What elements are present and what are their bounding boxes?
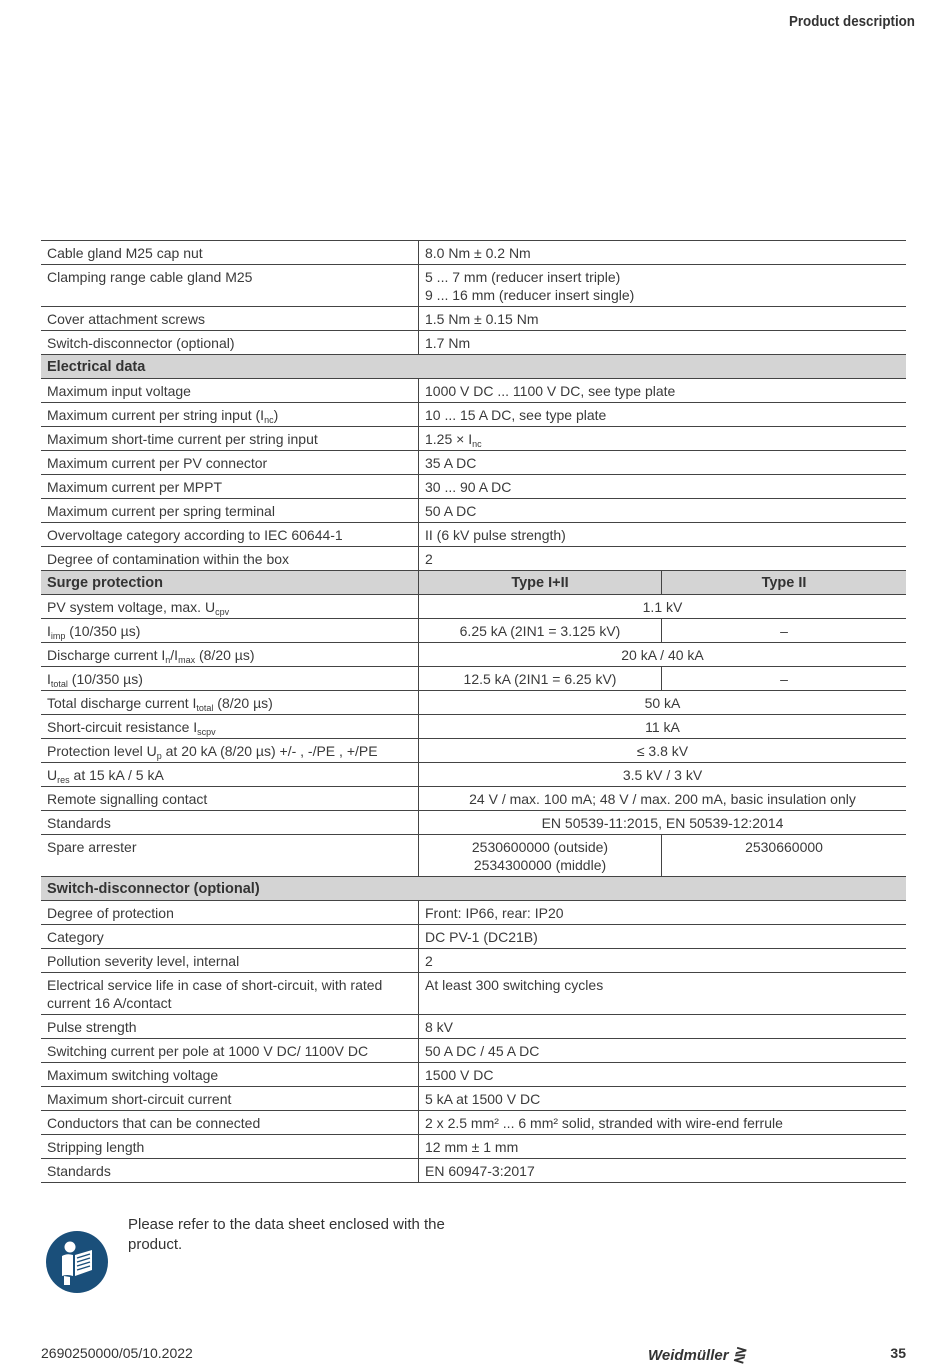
table-row (41, 451, 906, 475)
page-header-title: Product description (788, 14, 915, 30)
row-label: Pulse strength (41, 1015, 419, 1039)
label-subscript: scpv (197, 727, 216, 737)
label-text: Discharge current I (47, 647, 166, 663)
table-row (41, 787, 906, 811)
row-label: Standards (41, 1159, 419, 1183)
read-manual-icon (45, 1230, 109, 1294)
row-value: 2 (419, 949, 907, 973)
row-label (41, 643, 419, 667)
section-heading: Surge protection (41, 571, 419, 595)
row-value-type-2: – (662, 619, 907, 643)
label-text: (10/350 µs) (67, 671, 143, 687)
row-value: 50 A DC (419, 499, 907, 523)
table-row (41, 1039, 906, 1063)
value-subscript: nc (472, 439, 482, 449)
row-value-type-2: – (662, 667, 907, 691)
row-label: Remote signalling contact (41, 787, 419, 811)
row-value: Front: IP66, rear: IP20 (419, 901, 907, 925)
label-text: (8/20 µs) (213, 695, 273, 711)
table-row (41, 547, 906, 571)
table-row (41, 739, 906, 763)
table-row (41, 403, 906, 427)
row-value: 8.0 Nm ± 0.2 Nm (419, 241, 907, 265)
label-text: Total discharge current I (47, 695, 197, 711)
section-heading: Switch-disconnector (optional) (41, 877, 906, 901)
table-row (41, 811, 906, 835)
brand-mark-icon: ⋛ (732, 1347, 746, 1364)
row-value: 2 x 2.5 mm² ... 6 mm² solid, stranded with wire-end ferrule (419, 1111, 907, 1135)
label-subscript: total (50, 679, 68, 689)
brand-name: Weidmüller (648, 1347, 729, 1364)
row-label (41, 763, 419, 787)
document-id: 2690250000/05/10.2022 (41, 1345, 193, 1361)
row-value: 1500 V DC (419, 1063, 907, 1087)
table-row (41, 523, 906, 547)
label-text: (8/20 µs) (195, 647, 255, 663)
table-row (41, 1087, 906, 1111)
row-label: Maximum input voltage (41, 379, 419, 403)
section-heading-row (41, 571, 906, 595)
row-label (41, 715, 419, 739)
table-row (41, 1015, 906, 1039)
label-text: at 15 kA / 5 kA (69, 767, 164, 783)
table-row (41, 667, 906, 691)
table-row (41, 1063, 906, 1087)
row-label: Category (41, 925, 419, 949)
row-label (41, 667, 419, 691)
label-text: Protection level U (47, 743, 157, 759)
row-value: 2 (419, 547, 907, 571)
label-subscript: p (156, 751, 162, 761)
page-number: 35 (890, 1345, 906, 1361)
row-value: 35 A DC (419, 451, 907, 475)
row-label: Switch-disconnector (optional) (41, 331, 419, 355)
row-value-type-2: 2530660000 (662, 835, 907, 877)
row-value: 20 kA / 40 kA (419, 643, 907, 667)
row-label: Conductors that can be connected (41, 1111, 419, 1135)
row-value: EN 60947-3:2017 (419, 1159, 907, 1183)
row-label: Clamping range cable gland M25 (41, 265, 419, 307)
row-value: 50 kA (419, 691, 907, 715)
table-row (41, 643, 906, 667)
value-line: 9 ... 16 mm (reducer insert single) (425, 287, 635, 303)
value-line: 2530600000 (outside) (471, 839, 609, 855)
label-text: I (47, 623, 51, 639)
label-text: (10/350 µs) (65, 623, 141, 639)
row-label: Maximum current per MPPT (41, 475, 419, 499)
row-value: 24 V / max. 100 mA; 48 V / max. 200 mA, basic insulation only (419, 787, 907, 811)
row-label: Overvoltage category according to IEC 60644-1 (41, 523, 419, 547)
row-label: Maximum switching voltage (41, 1063, 419, 1087)
section-heading-row (41, 355, 906, 379)
spec-table (41, 240, 906, 1183)
column-header-type-1-2: Type I+II (419, 571, 662, 595)
table-row (41, 331, 906, 355)
row-label: Degree of contamination within the box (41, 547, 419, 571)
row-label: Switching current per pole at 1000 V DC/ 1100V DC (41, 1039, 419, 1063)
row-label (41, 595, 419, 619)
label-text: /I (170, 647, 179, 663)
label-subscript: imp (50, 631, 66, 641)
value-text: 1.25 × I (425, 431, 473, 447)
row-label: Maximum current per PV connector (41, 451, 419, 475)
row-value (419, 427, 907, 451)
label-subscript: total (196, 703, 214, 713)
label-subscript: n (165, 655, 171, 665)
row-label: Electrical service life in case of short-circuit, with rated current 16 A/contact (41, 973, 419, 1015)
row-value: 10 ... 15 A DC, see type plate (419, 403, 907, 427)
label-text: PV system voltage, max. U (47, 599, 216, 615)
label-text: I (47, 671, 51, 687)
row-value: 1.1 kV (419, 595, 907, 619)
table-row (41, 241, 906, 265)
table-row (41, 763, 906, 787)
label-subscript: nc (264, 415, 274, 425)
table-row (41, 901, 906, 925)
label-text: ) (273, 407, 279, 423)
table-row (41, 1159, 906, 1183)
brand-logo (648, 1346, 745, 1364)
row-label: Spare arrester (41, 835, 419, 877)
table-row (41, 619, 906, 643)
row-value: 12 mm ± 1 mm (419, 1135, 907, 1159)
table-row (41, 1135, 906, 1159)
row-value-type-1-2: 12.5 kA (2IN1 = 6.25 kV) (419, 667, 662, 691)
table-row (41, 379, 906, 403)
table-row (41, 949, 906, 973)
row-value: ≤ 3.8 kV (419, 739, 907, 763)
row-value-type-1-2 (419, 835, 662, 877)
row-value: 8 kV (419, 1015, 907, 1039)
row-value: 3.5 kV / 3 kV (419, 763, 907, 787)
label-subscript: cpv (215, 607, 230, 617)
value-line: 5 ... 7 mm (reducer insert triple) (425, 269, 621, 285)
row-value: 1000 V DC ... 1100 V DC, see type plate (419, 379, 907, 403)
column-header-type-2: Type II (662, 571, 907, 595)
row-value: II (6 kV pulse strength) (419, 523, 907, 547)
row-label: Maximum current per spring terminal (41, 499, 419, 523)
row-value: 30 ... 90 A DC (419, 475, 907, 499)
table-row (41, 835, 906, 877)
table-row (41, 973, 906, 1015)
table-row (41, 307, 906, 331)
label-text: Short-circuit resistance I (47, 719, 198, 735)
table-row (41, 691, 906, 715)
row-label: Degree of protection (41, 901, 419, 925)
row-value (419, 265, 907, 307)
value-line: 2534300000 (middle) (473, 857, 607, 873)
row-label: Standards (41, 811, 419, 835)
table-row (41, 715, 906, 739)
label-text: U (47, 767, 58, 783)
row-label (41, 739, 419, 763)
row-value: 50 A DC / 45 A DC (419, 1039, 907, 1063)
data-sheet-note: Please refer to the data sheet enclosed with the product. (128, 1216, 445, 1253)
label-subscript: res (57, 775, 70, 785)
row-label (41, 691, 419, 715)
label-subscript: max (178, 655, 196, 665)
row-label (41, 619, 419, 643)
section-heading: Electrical data (41, 355, 906, 379)
row-value-type-1-2: 6.25 kA (2IN1 = 3.125 kV) (419, 619, 662, 643)
section-heading-row (41, 877, 906, 901)
table-row (41, 1111, 906, 1135)
table-row (41, 499, 906, 523)
row-value: 11 kA (419, 715, 907, 739)
row-value: 5 kA at 1500 V DC (419, 1087, 907, 1111)
row-value: DC PV-1 (DC21B) (419, 925, 907, 949)
table-row (41, 265, 906, 307)
row-value: 1.7 Nm (419, 331, 907, 355)
table-row (41, 925, 906, 949)
label-text: at 20 kA (8/20 µs) +/- , -/PE , +/PE (161, 743, 378, 759)
row-value: EN 50539-11:2015, EN 50539-12:2014 (419, 811, 907, 835)
row-label: Cable gland M25 cap nut (41, 241, 419, 265)
row-label: Cover attachment screws (41, 307, 419, 331)
row-value: At least 300 switching cycles (419, 973, 907, 1015)
row-label (41, 403, 419, 427)
table-row (41, 595, 906, 619)
table-row (41, 475, 906, 499)
row-label: Maximum short-circuit current (41, 1087, 419, 1111)
row-value: 1.5 Nm ± 0.15 Nm (419, 307, 907, 331)
row-label: Maximum short-time current per string input (41, 427, 419, 451)
label-text: Maximum current per string input (I (47, 407, 265, 423)
row-label: Stripping length (41, 1135, 419, 1159)
row-label: Pollution severity level, internal (41, 949, 419, 973)
table-row (41, 427, 906, 451)
